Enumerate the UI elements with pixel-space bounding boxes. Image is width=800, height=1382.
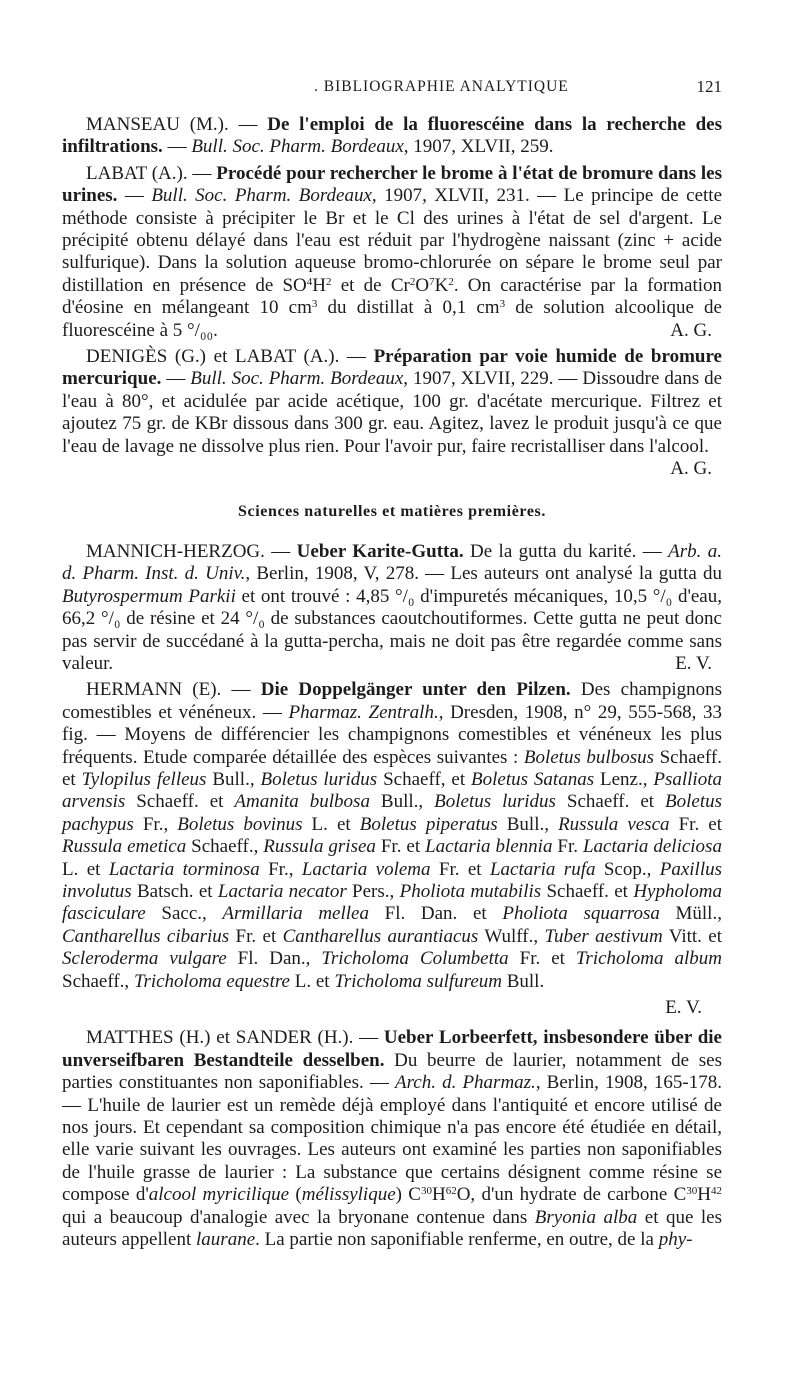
species-name: Boletus piperatus bbox=[359, 813, 498, 835]
species-name: Tricholoma Columbetta bbox=[321, 948, 509, 970]
species-name: Russula grisea bbox=[263, 836, 376, 858]
page-number: 121 bbox=[696, 77, 722, 96]
species-name: Pholiota mutabilis bbox=[399, 881, 542, 902]
entry-signature: E. V. bbox=[665, 997, 702, 1019]
species-name: Boletus luridus bbox=[260, 768, 378, 790]
entry-deniges: DENIGÈS (G.) et LABAT (A.). — Préparation par voie humide de bromure mercurique. — Bull. Soc. Pharm. Bordeaux, 1907, XLVII, 229. — Dissoudre dans de l'eau à 80°, et acidulée par acide acétique, 100 gr. d'acétate mercurique. Filtrez et ajoutez 75 gr. de KBr dissous dans 300 gr. eau. Agitez, lavez le produit jusqu'à ce que l'eau de lavage ne dissolve plus rien. Pour l'avoir pur, faire recristalliser dans l'alcool. A. G. bbox=[62, 346, 723, 480]
species-name: Bryonia alba bbox=[534, 1206, 638, 1228]
species-name: Lactaria volema bbox=[301, 858, 431, 880]
entry-manseau: MANSEAU (M.). — De l'emploi de la fluorescéine dans la recherche des infiltrations. — Bull. Soc. Pharm. Bordeaux, 1907, XLVII, 259. bbox=[62, 114, 723, 158]
entry-title: Die Doppelgänger unter den Pilzen. bbox=[260, 679, 571, 701]
running-title: . BIBLIOGRAPHIE ANALYTIQUE bbox=[314, 78, 569, 95]
entry-labat: LABAT (A.). — Procédé pour rechercher le brome à l'état de bromure dans les urines. — Bull. Soc. Pharm. Bordeaux, 1907, XLVII, 231. — Le principe de cette méthode consiste à précipiter le Br et le Cl des urines à l'état de sel d'argent. Le précipité obtenu délayé dans l'eau est réduit par l'hydrogène naissant (zinc + acide sulfurique). Dans la solution aqueuse bromo-chlorurée on sépare le brome seul par distillation en présence de $SO^4H^2$ et de $Cr^2O^7K^2$. On caractérise par la formation d'éosine en mélangeant 10 $cm^3$ du distillat à 0,1 $cm^3$ de solution alcoolique de fluorescéine à 5 °/₀₀. A. G. bbox=[62, 162, 723, 341]
section-heading: Sciences naturelles et matières premières. bbox=[238, 502, 546, 520]
page-content bbox=[62, 114, 722, 1256]
entry-title: Ueber Karite-Gutta. bbox=[296, 540, 464, 562]
entry-author: LABAT (A.). — bbox=[86, 162, 217, 184]
species-name: Lactaria necator bbox=[217, 881, 347, 902]
species-name: Pholiota squarrosa bbox=[502, 903, 660, 925]
entry-source: Arb. a. d. Pharm. Inst. d. Univ. bbox=[62, 540, 723, 585]
entry-source: Arch. d. Pharmaz. bbox=[394, 1072, 536, 1094]
species-name: Cantharellus aurantiacus bbox=[282, 925, 479, 947]
entry-signature: E. V. bbox=[675, 652, 712, 674]
species-name: Boletus bovinus bbox=[177, 813, 303, 835]
entry-source: Bull. Soc. Pharm. Bordeaux bbox=[190, 368, 404, 390]
species-name: Lactaria torminosa bbox=[108, 858, 260, 880]
species-name: Lactaria rufa bbox=[489, 858, 596, 880]
entry-signature: A. G. bbox=[670, 319, 712, 341]
species-name: Tuber aestivum bbox=[544, 925, 663, 947]
entry-author: MANSEAU (M.). — bbox=[86, 114, 268, 135]
running-header bbox=[62, 76, 722, 100]
species-name: Paxillus involutus bbox=[62, 858, 722, 902]
species-name: Boletus Satanas bbox=[471, 768, 595, 790]
entry-title: Procédé pour rechercher le brome à l'état de bromure dans les urines. bbox=[62, 162, 722, 207]
entry-source: Pharmaz. Zentralh. bbox=[288, 701, 439, 723]
entry-source: Bull. Soc. Pharm. Bordeaux bbox=[151, 185, 372, 207]
species-name: Tricholoma sulfureum bbox=[334, 970, 502, 992]
species-name: Boletus bulbosus bbox=[523, 746, 654, 768]
entry-title: Préparation par voie humide de bromure mercurique. bbox=[62, 346, 722, 390]
species-name: Psalliota arvensis bbox=[62, 768, 722, 813]
species-name: Boletus luridus bbox=[434, 791, 556, 813]
species-name: Butyrospermum Parkii bbox=[62, 585, 236, 607]
species-name: Lactaria blennia bbox=[425, 836, 553, 858]
species-name: Scleroderma vulgare bbox=[62, 948, 227, 970]
entry-title: Ueber Lorbeerfett, insbesondere über die unverseifbaren Bestandteile desselben. bbox=[62, 1027, 722, 1071]
entry-signature: A. G. bbox=[670, 458, 712, 480]
entry-mannich: MANNICH-HERZOG. — Ueber Karite-Gutta. De la gutta du karité. — Arb. a. d. Pharm. Inst. d. Univ., Berlin, 1908, V, 278. — Les auteurs ont analysé la gutta du Butyrospermum Parkii et ont trouvé : 4,85 °/₀ d'impuretés mécaniques, 10,5 °/₀ d'eau, 66,2 °/₀ de résine et 24 °/₀ de substances caoutchoutiformes. Cette gutta ne peut donc pas servir de succédané à la gutta-percha, mais ne doit pas être regardée comme sans valeur. E. V. bbox=[62, 540, 723, 674]
species-name: Amanita bulbosa bbox=[234, 791, 370, 813]
species-name: Lactaria deliciosa bbox=[582, 836, 722, 858]
entry-author: MATTHES (H.) et SANDER (H.). — bbox=[86, 1027, 384, 1049]
entry-title: De l'emploi de la fluorescéine dans la recherche des infiltrations. bbox=[62, 114, 723, 158]
entry-source: Bull. Soc. Pharm. Bordeaux bbox=[191, 136, 404, 158]
species-name: Cantharellus cibarius bbox=[62, 925, 230, 947]
entry-author: DENIGÈS (G.) et LABAT (A.). — bbox=[86, 346, 374, 368]
entry-author: MANNICH-HERZOG. — bbox=[86, 540, 297, 562]
species-name: Tricholoma album bbox=[575, 948, 723, 970]
entry-author: HERMANN (E). — bbox=[86, 679, 261, 701]
entry-hermann: HERMANN (E). — Die Doppelgänger unter den Pilzen. Des champignons comestibles et vénéneux. — Pharmaz. Zentralh., Dresden, 1908, n° 29, 555-568, 33 fig. — Moyens de différencier les champignons comestibles et vénéneux les plus fréquents. Etude comparée détaillée des espèces suivantes : Boletus bulbosus Schaeff. et Tylopilus felleus Bull., Boletus luridus Schaeff, et Boletus Satanas Lenz., Psalliota arvensis Schaeff. et Amanita bulbosa Bull., Boletus luridus Schaeff. et Boletus pachypus Fr., Boletus bovinus L. et Boletus piperatus Bull., Russula vesca Fr. et Russula emetica Schaeff., Russula grisea Fr. et Lactaria blennia Fr. Lactaria deliciosa L. et Lactaria torminosa Fr., Lactaria volema Fr. et Lactaria rufa Scop., Paxillus involutus Batsch. et Lactaria necator Pers., Pholiota mutabilis Schaeff. et Hypholoma fasciculare Sacc., Armillaria mellea Fl. Dan. et Pholiota squarrosa Müll., Cantharellus cibarius Fr. et Cantharellus aurantiacus Wulff., Tuber aestivum Vitt. et Scleroderma vulgare Fl. Dan., Tricholoma Columbetta Fr. et Tricholoma album Schaeff., Tricholoma equestre L. et Tricholoma sulfureum Bull. bbox=[62, 679, 723, 992]
species-name: Boletus pachypus bbox=[62, 791, 723, 835]
species-name: Tricholoma equestre bbox=[133, 970, 290, 992]
species-name: Russula vesca bbox=[558, 813, 670, 835]
species-name: Tylopilus felleus bbox=[81, 768, 207, 790]
species-name: Russula emetica bbox=[62, 836, 187, 858]
species-name: Hypholoma fasciculare bbox=[62, 881, 722, 925]
entry-matthes: MATTHES (H.) et SANDER (H.). — Ueber Lorbeerfett, insbesondere über die unverseifbaren Bestandteile desselben. Du beurre de laurier, notamment de ses parties constituantes non saponifiables. — Arch. d. Pharmaz., Berlin, 1908, 165-178. — L'huile de laurier est un remède déjà employé dans l'antiquité et encore utilisé de nos jours. Et cependant sa composition chimique n'a pas encore été étudiée en détail, elle varie suivant les ouvrages. Les auteurs ont examiné les parties non saponifiables de l'huile grasse de laurier : La substance que certains désignent comme résine se compose d'alcool myricilique (mélissylique) $C^{30}H^{62}O$, d'un hydrate de carbone $C^{30}H^{42}$ qui a beaucoup d'analogie avec la bryonane contenue dans Bryonia alba et que les auteurs appellent laurane. La partie non saponifiable renferme, en outre, de la phy- bbox=[62, 1027, 722, 1251]
species-name: Armillaria mellea bbox=[222, 903, 369, 925]
